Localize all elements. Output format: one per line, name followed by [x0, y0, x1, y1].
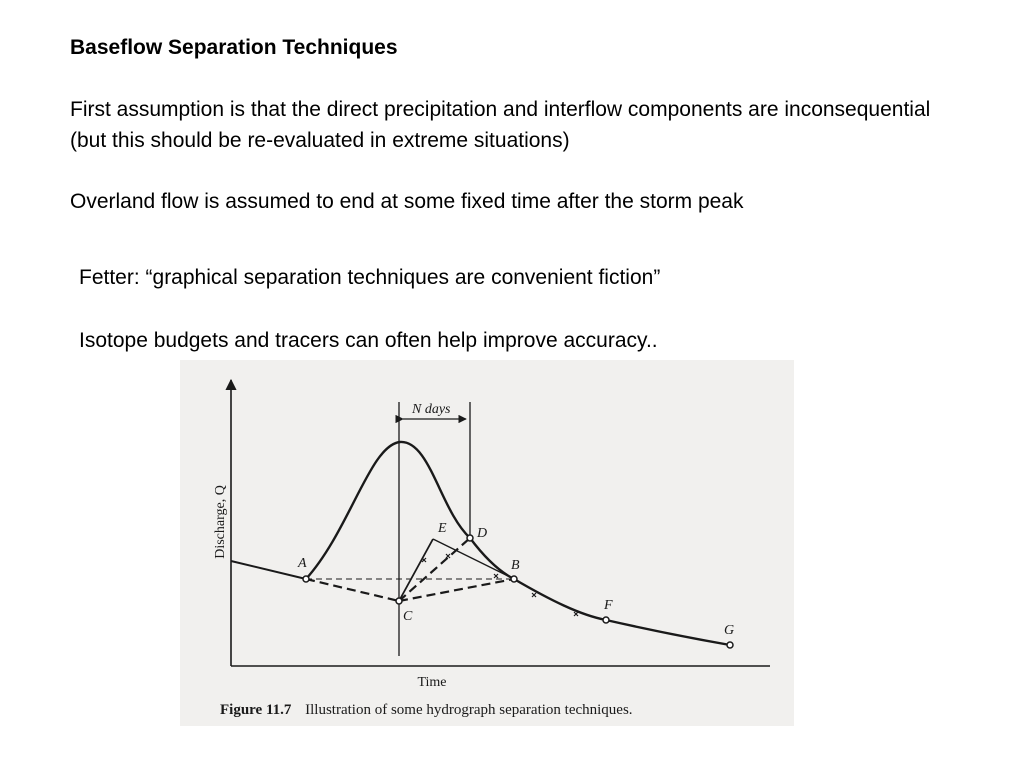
baseflow-before-line: [231, 561, 306, 579]
overland-flow-paragraph: Overland flow is assumed to end at some fixed time after the storm peak: [70, 190, 744, 213]
slide-title: Baseflow Separation Techniques: [70, 36, 398, 59]
separation-line-cb: [399, 579, 514, 601]
interval-label: N days: [412, 402, 451, 417]
point-a-marker: [303, 576, 309, 582]
point-markers: [303, 535, 733, 648]
x-axis-label: Time: [417, 675, 447, 690]
point-b-marker: [511, 576, 517, 582]
point-g-marker: [727, 642, 733, 648]
point-g-label: G: [724, 623, 735, 638]
point-e-label: E: [438, 521, 447, 536]
separation-line-ac: [306, 579, 399, 601]
point-f-label: F: [604, 598, 613, 613]
point-a-label: A: [298, 556, 307, 571]
separation-line-ce: [399, 539, 433, 601]
caption-text: Illustration of some hydrograph separation techniques.: [305, 702, 633, 718]
point-f-marker: [603, 617, 609, 623]
y-axis-label: Discharge, Q: [213, 485, 228, 559]
point-c-marker: [396, 598, 402, 604]
fetter-quote-paragraph: Fetter: “graphical separation techniques are convenient fiction”: [79, 266, 661, 289]
point-d-label: D: [477, 526, 488, 541]
figure-caption: [220, 702, 633, 718]
caption-number: Figure 11.7: [220, 702, 292, 718]
point-d-marker: [467, 535, 473, 541]
hydrograph-diagram: [180, 360, 794, 726]
hydrograph-curve: [306, 442, 730, 645]
separation-line-cd: [399, 538, 470, 601]
point-c-label: C: [403, 609, 413, 624]
assumption-paragraph: First assumption is that the direct precipitation and interflow components are inconsequential (but this should be re-evaluated in extreme situations): [70, 98, 931, 152]
hydrograph-figure: [180, 360, 794, 726]
isotope-paragraph: Isotope budgets and tracers can often help improve accuracy..: [79, 329, 658, 352]
point-b-label: B: [511, 558, 520, 573]
x-marks: [422, 554, 578, 616]
